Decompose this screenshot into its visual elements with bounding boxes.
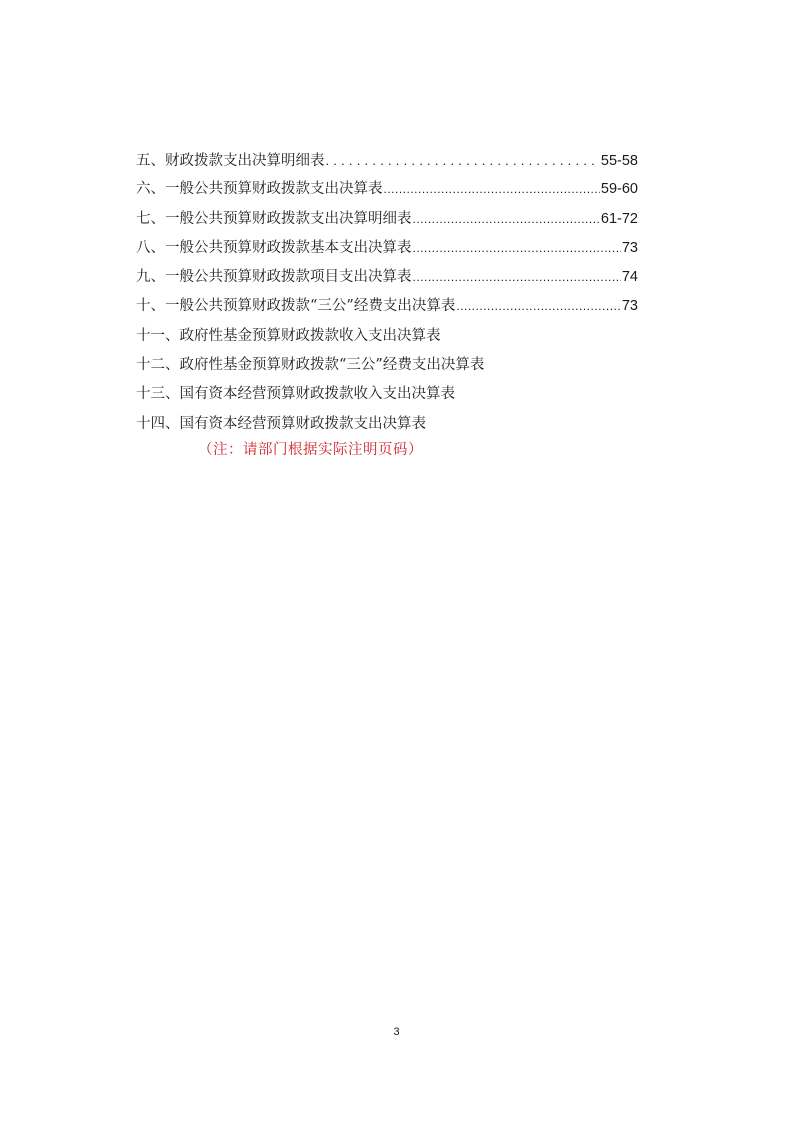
toc-entry[interactable]: [136, 292, 638, 321]
toc-entry-page: 73: [621, 239, 638, 256]
toc-entry-title: 八、一般公共预算财政拨款基本支出决算表: [136, 239, 412, 256]
toc-entry-title: 五、财政拨款支出决算明细表: [136, 153, 325, 169]
toc-entry-title: 十一、政府性基金预算财政拨款收入支出决算表: [136, 327, 441, 344]
toc-entry[interactable]: [136, 322, 638, 351]
toc-entry[interactable]: [136, 234, 638, 263]
toc-entry-title: 七、一般公共预算财政拨款支出决算明细表: [136, 210, 412, 227]
toc-entry-title: 九、一般公共预算财政拨款项目支出决算表: [136, 269, 412, 286]
toc-entry-page: 73: [621, 298, 638, 315]
toc-entry-title: 十二、政府性基金预算财政拨款“三公”经费支出决算表: [136, 357, 485, 374]
page-number-note: （注：请部门根据实际注明页码）: [198, 442, 423, 458]
toc-entry-page: 55-58: [600, 153, 638, 169]
toc-dot-leader: [413, 205, 600, 234]
toc-entry-title: 十四、国有资本经营预算财政拨款支出决算表: [136, 415, 426, 432]
toc-entry[interactable]: [136, 263, 638, 292]
page-number: 3: [393, 1026, 400, 1038]
toc-entry[interactable]: [136, 175, 638, 204]
toc-entry-title: 十三、国有资本经营预算财政拨款收入支出决算表: [136, 386, 455, 403]
toc-entry-page: 74: [621, 269, 638, 286]
toc-entry-page: 59-60: [600, 181, 638, 198]
toc-dot-leader: [384, 175, 600, 204]
toc-entry-title: 六、一般公共预算财政拨款支出决算表: [136, 181, 383, 198]
toc-entry[interactable]: [136, 380, 638, 409]
toc-entry[interactable]: [136, 351, 638, 380]
toc-entry[interactable]: [136, 410, 638, 439]
table-of-contents: [136, 146, 638, 439]
toc-dot-leader: [413, 234, 621, 263]
toc-dot-leader: [413, 263, 621, 292]
toc-entry-title: 十、一般公共预算财政拨款“三公”经费支出决算表: [136, 298, 456, 315]
toc-dot-leader: [456, 292, 621, 321]
toc-entry[interactable]: [136, 146, 638, 175]
toc-entry-page: 61-72: [600, 210, 638, 227]
toc-dot-leader: [326, 146, 600, 175]
toc-entry[interactable]: [136, 205, 638, 234]
